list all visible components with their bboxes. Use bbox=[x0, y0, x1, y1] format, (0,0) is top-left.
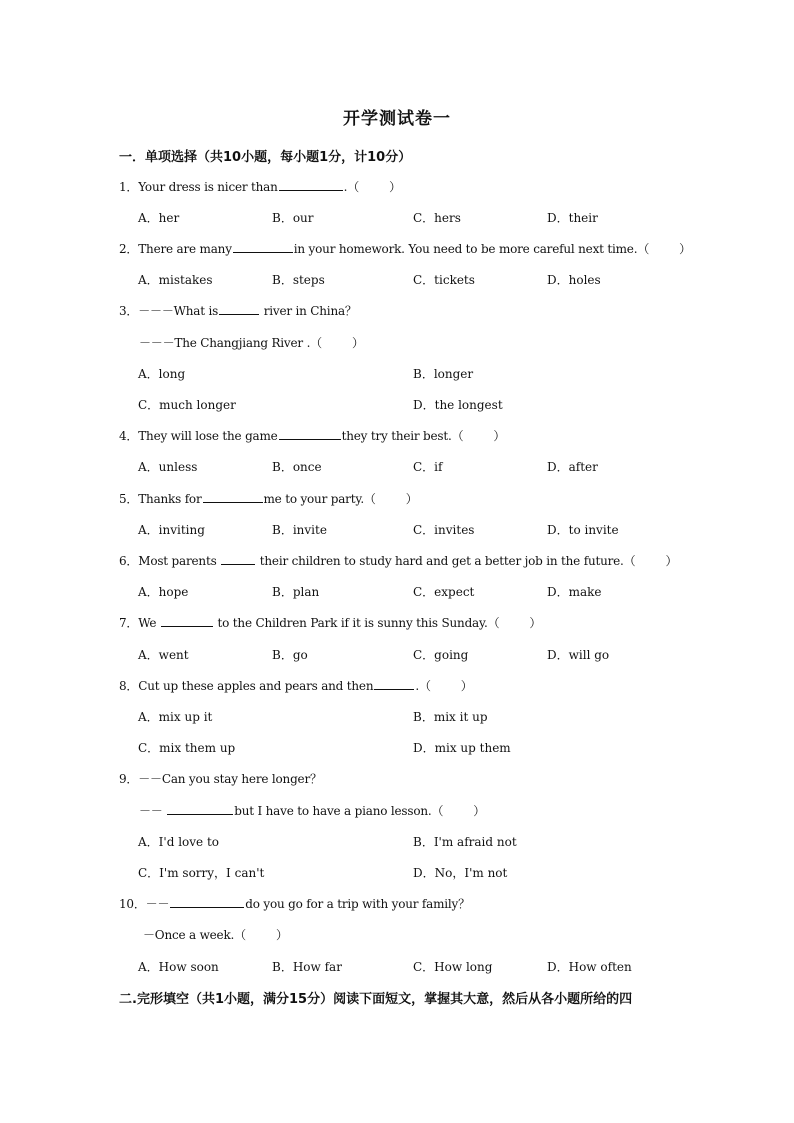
option-c[interactable]: C．How long bbox=[413, 960, 493, 974]
answer-bracket-close: ） bbox=[529, 616, 542, 630]
option-c[interactable]: C．invites bbox=[413, 523, 475, 537]
question-text-end: .（ bbox=[415, 679, 431, 693]
answer-bracket-close: ） bbox=[493, 429, 506, 443]
option-a[interactable]: A．mix up it bbox=[138, 710, 213, 724]
option-b[interactable]: B．How far bbox=[272, 960, 342, 974]
question-text-end: to the Children Park if it is sunny this Sunday.（ bbox=[213, 616, 500, 630]
answer-bracket-close: ） bbox=[473, 804, 486, 818]
question-9-response bbox=[139, 802, 485, 819]
question-2 bbox=[119, 240, 691, 257]
option-b[interactable]: B．plan bbox=[272, 585, 320, 599]
option-d[interactable]: D．How often bbox=[547, 960, 632, 974]
answer-bracket-close: ） bbox=[389, 180, 401, 194]
answer-blank[interactable] bbox=[374, 678, 414, 690]
question-4 bbox=[119, 427, 505, 444]
question-text-end: .（ bbox=[343, 180, 360, 194]
option-a[interactable]: A．went bbox=[138, 648, 189, 662]
answer-bracket-close: ） bbox=[275, 928, 288, 942]
option-a[interactable]: A．unless bbox=[138, 460, 198, 474]
question-text-end: do you go for a trip with your family？ bbox=[245, 897, 470, 911]
option-b[interactable]: B．I'm afraid not bbox=[413, 835, 517, 849]
option-b[interactable]: B．mix it up bbox=[413, 710, 488, 724]
option-b[interactable]: B．our bbox=[272, 211, 314, 225]
option-c[interactable]: C．tickets bbox=[413, 273, 475, 287]
answer-bracket-close: ） bbox=[405, 492, 418, 506]
option-a[interactable]: A．How soon bbox=[138, 960, 219, 974]
option-d[interactable]: D．their bbox=[547, 211, 598, 225]
option-c[interactable]: C．expect bbox=[413, 585, 475, 599]
question-text-end: they try their best.（ bbox=[341, 429, 464, 443]
question-7 bbox=[119, 614, 541, 631]
dialogue-dash: －－ bbox=[139, 804, 163, 818]
option-a[interactable]: A．her bbox=[138, 211, 180, 225]
option-a[interactable]: A．long bbox=[138, 367, 186, 381]
answer-bracket-close: ） bbox=[679, 242, 691, 256]
question-text-end: their children to study hard and get a better job in the future.（ bbox=[256, 554, 636, 568]
option-d[interactable]: D．holes bbox=[547, 273, 601, 287]
question-text: 8．Cut up these apples and pears and then bbox=[119, 679, 374, 693]
option-c[interactable]: C．hers bbox=[413, 211, 461, 225]
question-5 bbox=[119, 490, 418, 507]
option-a[interactable]: A．hope bbox=[138, 585, 189, 599]
answer-blank[interactable] bbox=[170, 896, 244, 908]
option-c[interactable]: C．going bbox=[413, 648, 469, 662]
answer-bracket-close: ） bbox=[351, 336, 364, 350]
dialogue-line: －－－The Changjiang River .（ bbox=[139, 336, 322, 350]
question-text: 6．Most parents bbox=[119, 554, 217, 568]
option-d[interactable]: D．after bbox=[547, 460, 598, 474]
option-c[interactable]: C．if bbox=[413, 460, 443, 474]
option-d[interactable]: D．mix up them bbox=[413, 741, 511, 755]
option-b[interactable]: B．steps bbox=[272, 273, 325, 287]
answer-blank[interactable] bbox=[279, 428, 341, 440]
question-text-end: in your homework. You need to be more careful next time.（ bbox=[293, 242, 650, 256]
question-3-response bbox=[139, 334, 364, 351]
question-text: 9．－－Can you stay here longer？ bbox=[119, 772, 322, 786]
question-6 bbox=[119, 552, 677, 569]
answer-blank[interactable] bbox=[279, 179, 343, 191]
answer-blank[interactable] bbox=[167, 803, 233, 815]
question-text: 5．Thanks for bbox=[119, 492, 202, 506]
question-text-end: river in China？ bbox=[260, 304, 357, 318]
option-c[interactable]: C．I'm sorry，I can't bbox=[138, 866, 265, 880]
question-8 bbox=[119, 677, 473, 694]
option-d[interactable]: D．will go bbox=[547, 648, 610, 662]
answer-blank[interactable] bbox=[233, 241, 293, 253]
dialogue-line: but I have to have a piano lesson.（ bbox=[234, 804, 444, 818]
question-text: 1．Your dress is nicer than bbox=[119, 180, 278, 194]
option-a[interactable]: A．I'd love to bbox=[138, 835, 220, 849]
question-text: 3．－－－What is bbox=[119, 304, 219, 318]
question-10-response bbox=[143, 926, 288, 943]
question-text-end: me to your party.（ bbox=[263, 492, 376, 506]
option-c[interactable]: C．much longer bbox=[138, 398, 236, 412]
option-b[interactable]: B．invite bbox=[272, 523, 327, 537]
page-title: 开学测试卷一 bbox=[343, 109, 451, 129]
option-d[interactable]: D．No，I'm not bbox=[413, 866, 508, 880]
question-text: 2．There are many bbox=[119, 242, 232, 256]
option-d[interactable]: D．make bbox=[547, 585, 602, 599]
question-1 bbox=[119, 178, 401, 195]
answer-blank[interactable] bbox=[221, 553, 255, 565]
question-10 bbox=[119, 895, 470, 912]
question-text: 4．They will lose the game bbox=[119, 429, 278, 443]
option-a[interactable]: A．inviting bbox=[138, 523, 205, 537]
question-3 bbox=[119, 302, 357, 319]
question-text: 7．We bbox=[119, 616, 157, 630]
answer-bracket-close: ） bbox=[460, 679, 473, 693]
dialogue-line: －Once a week.（ bbox=[143, 928, 246, 942]
option-c[interactable]: C．mix them up bbox=[138, 741, 236, 755]
option-b[interactable]: B．longer bbox=[413, 367, 474, 381]
question-9 bbox=[119, 770, 322, 787]
answer-bracket-close: ） bbox=[665, 554, 678, 568]
answer-blank[interactable] bbox=[161, 615, 213, 627]
section-heading-single-choice: 一．单项选择（共10小题，每小题1分，计10分） bbox=[119, 150, 412, 165]
option-a[interactable]: A．mistakes bbox=[138, 273, 213, 287]
answer-blank[interactable] bbox=[203, 491, 263, 503]
section-heading-cloze: 二.完形填空（共1小题，满分15分）阅读下面短文，掌握其大意，然后从各小题所给的四 bbox=[119, 992, 633, 1007]
option-d[interactable]: D．the longest bbox=[413, 398, 503, 412]
option-b[interactable]: B．once bbox=[272, 460, 322, 474]
option-d[interactable]: D．to invite bbox=[547, 523, 619, 537]
answer-blank[interactable] bbox=[219, 303, 259, 315]
question-text: 10．－－ bbox=[119, 897, 170, 911]
option-b[interactable]: B．go bbox=[272, 648, 308, 662]
